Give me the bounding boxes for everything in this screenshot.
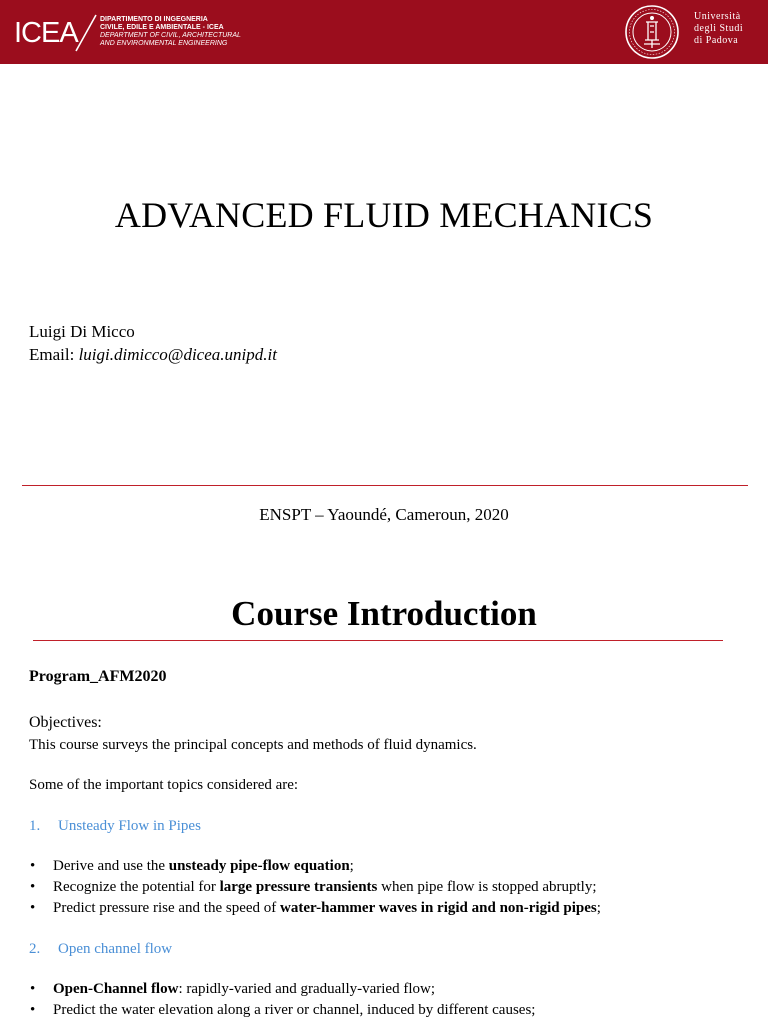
topic-title: Unsteady Flow in Pipes bbox=[58, 818, 201, 834]
university-line-3: di Padova bbox=[694, 35, 739, 46]
venue-line: ENSPT – Yaoundé, Cameroun, 2020 bbox=[259, 505, 509, 524]
bullet-icon: • bbox=[30, 879, 36, 895]
bullet-text: Predict pressure rise and the speed of bbox=[53, 900, 281, 916]
bullet-emphasis: Open-Channel flow bbox=[53, 981, 179, 997]
topic-number: 2. bbox=[29, 941, 41, 957]
topic-heading-unsteady-flow bbox=[29, 816, 201, 836]
author-name: Luigi Di Micco bbox=[29, 322, 135, 341]
university-seal-icon bbox=[624, 4, 680, 60]
bullet-text-end: ; bbox=[349, 858, 354, 874]
bullet-icon: • bbox=[30, 900, 36, 916]
bullet-icon: • bbox=[30, 858, 36, 874]
author-email bbox=[29, 344, 277, 366]
header-banner bbox=[0, 0, 768, 64]
list-item bbox=[29, 1000, 535, 1021]
objectives-text: This course surveys the principal concepts and methods of fluid dynamics. bbox=[29, 737, 477, 753]
bullet-text: Predict the water elevation along a river or channel, induced by different causes; bbox=[53, 1002, 536, 1018]
university-line-1: Università bbox=[694, 11, 741, 22]
bullet-icon: • bbox=[30, 1002, 36, 1018]
icea-logo bbox=[12, 12, 90, 52]
university-line-2: degli Studi bbox=[694, 23, 744, 34]
bullet-text: Derive and use the bbox=[53, 858, 169, 874]
bullet-emphasis: unsteady pipe-flow equation bbox=[168, 858, 350, 874]
bullet-icon: • bbox=[30, 981, 36, 997]
document-title: ADVANCED FLUID MECHANICS bbox=[114, 195, 654, 235]
dept-line-3: DEPARTMENT OF CIVIL, ARCHITECTURAL bbox=[100, 32, 241, 39]
section-divider-rule bbox=[33, 640, 723, 641]
email-address[interactable]: luigi.dimicco@dicea.unipd.it bbox=[78, 345, 277, 364]
bullet-text: Recognize the potential for bbox=[53, 879, 220, 895]
department-name bbox=[100, 16, 330, 48]
dept-line-1: DIPARTIMENTO DI INGEGNERIA bbox=[100, 16, 208, 23]
logo-slash-icon bbox=[70, 14, 98, 52]
dept-line-2: CIVILE, EDILE E AMBIENTALE - ICEA bbox=[100, 24, 224, 31]
university-name bbox=[694, 11, 766, 47]
topic-title: Open channel flow bbox=[58, 941, 173, 957]
divider-rule bbox=[22, 485, 748, 486]
list-item bbox=[29, 979, 535, 1000]
list-item bbox=[29, 898, 601, 919]
bullet-emphasis: large pressure transients bbox=[219, 879, 378, 895]
topic-1-bullets bbox=[29, 856, 601, 919]
dept-line-4: AND ENVIRONMENTAL ENGINEERING bbox=[100, 40, 228, 47]
email-label: Email: bbox=[29, 345, 75, 364]
topic-2-bullets bbox=[29, 979, 535, 1021]
bullet-text-end: when pipe flow is stopped abruptly; bbox=[377, 879, 597, 895]
bullet-text-end: : rapidly-varied and gradually-varied flow; bbox=[178, 981, 436, 997]
bullet-emphasis: water-hammer waves in rigid and non-rigid pipes bbox=[280, 900, 597, 916]
topic-heading-open-channel bbox=[29, 939, 172, 959]
icea-logo-text: ICEA bbox=[14, 17, 78, 49]
program-label: Program_AFM2020 bbox=[29, 668, 167, 685]
objectives-heading: Objectives: bbox=[29, 714, 102, 731]
topic-number: 1. bbox=[29, 818, 41, 834]
list-item bbox=[29, 877, 601, 898]
bullet-text-end: ; bbox=[596, 900, 601, 916]
topics-intro: Some of the important topics considered are: bbox=[29, 777, 299, 793]
list-item bbox=[29, 856, 601, 877]
section-heading: Course Introduction bbox=[231, 594, 537, 633]
